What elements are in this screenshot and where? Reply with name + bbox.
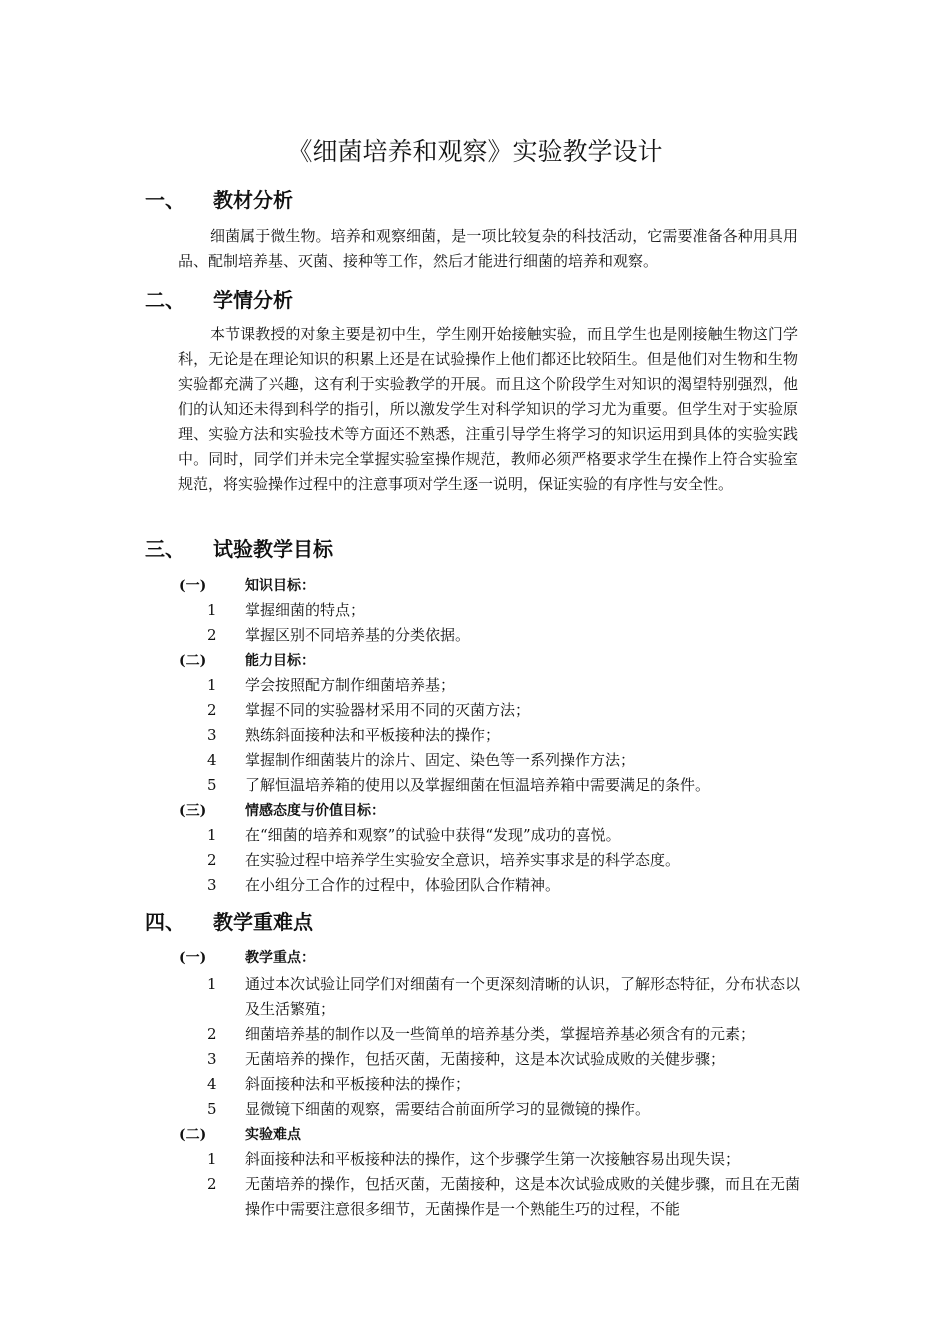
subsection-heading: [179, 800, 385, 822]
subsection-number: (一): [179, 950, 207, 966]
list-item: [207, 848, 807, 873]
list-item-number: 1: [207, 601, 217, 619]
list-item-text: 在“细菌的培养和观察”的试验中获得“发现”成功的喜悦。: [245, 826, 621, 844]
list-item-text: 了解恒温培养箱的使用以及掌握细菌在恒温培养箱中需要满足的条件。: [245, 776, 711, 794]
section-heading-4: [145, 907, 313, 937]
list-item: [207, 598, 807, 623]
subsection-title: 情感态度与价值目标：: [245, 803, 385, 819]
list-item-text: 细菌培养基的制作以及一些简单的培养基分类，掌握培养基必须含有的元素；: [245, 1025, 756, 1043]
list-item-number: 3: [207, 876, 217, 894]
list-item: [207, 1097, 807, 1122]
list-item: [207, 1147, 807, 1172]
section-heading-1: [145, 185, 293, 215]
list-item: [207, 972, 807, 1022]
list-item-text: 显微镜下细菌的观察，需要结合前面所学习的显微镜的操作。: [245, 1100, 651, 1118]
subsection-heading: [179, 650, 315, 672]
subsection-number: (二): [179, 653, 207, 669]
list-item: [207, 773, 807, 798]
list-item-number: 3: [207, 726, 217, 744]
list-item-number: 1: [207, 676, 217, 694]
list-item-text: 学会按照配方制作细菌培养基；: [245, 676, 456, 694]
list-item-number: 2: [207, 701, 217, 719]
list-item-text: 斜面接种法和平板接种法的操作；: [245, 1075, 471, 1093]
list-item-number: 2: [207, 626, 217, 644]
list-item-number: 5: [207, 776, 217, 794]
section-number: 四、: [145, 910, 185, 934]
section-number: 一、: [145, 188, 185, 212]
list-item: [207, 1172, 807, 1222]
list-item-number: 4: [207, 751, 217, 769]
section-heading-2: [145, 285, 293, 315]
section-paragraph: 本节课教授的对象主要是初中生，学生刚开始接触实验，而且学生也是刚接触生物这门学科，无论是在理论知识的积累上还是在试验操作上他们都还比较陌生。但是他们对生物和生物实验都充满了兴趣，这有利于实验教学的开展。而且这个阶段学生对知识的渴望特别强烈，他们的认知还未得到科学的指引，所以激发学生对科学知识的学习尤为重要。但学生对于实验原理、实验方法和实验技术等方面还不熟悉，注重引导学生将学习的知识运用到具体的实验实践中。同时，同学们并未完全掌握实验室操作规范，教师必须严格要求学生在操作上符合实验室规范，将实验操作过程中的注意事项对学生逐一说明，保证实验的有序性与安全性。: [178, 325, 798, 493]
subsection-heading: [179, 947, 315, 969]
list-item: [207, 748, 807, 773]
list-item-text: 熟练斜面接种法和平板接种法的操作；: [245, 726, 501, 744]
list-item-text: 无菌培养的操作，包括灭菌，无菌接种，这是本次试验成败的关健步骤，而且在无菌操作中需要注意很多细节，无菌操作是一个熟能生巧的过程，不能: [245, 1175, 801, 1218]
list-item-number: 3: [207, 1050, 217, 1068]
subsection-heading: [179, 1124, 301, 1146]
section-heading-3: [145, 534, 333, 564]
list-item: [207, 1022, 807, 1047]
section-title: 教材分析: [213, 188, 293, 212]
list-item-number: 4: [207, 1075, 217, 1093]
list-item-text: 掌握制作细菌装片的涂片、固定、染色等一系列操作方法；: [245, 751, 636, 769]
list-item: [207, 698, 807, 723]
list-item: [207, 823, 807, 848]
list-item-number: 5: [207, 1100, 217, 1118]
list-item-text: 掌握不同的实验器材采用不同的灭菌方法；: [245, 701, 531, 719]
list-item: [207, 723, 807, 748]
subsection-number: (二): [179, 1127, 207, 1143]
list-item-number: 1: [207, 975, 217, 993]
section-title: 教学重难点: [213, 910, 313, 934]
list-item-number: 2: [207, 851, 217, 869]
section-paragraph: 细菌属于微生物。培养和观察细菌，是一项比较复杂的科技活动，它需要准备各种用具用品、配制培养基、灭菌、接种等工作，然后才能进行细菌的培养和观察。: [178, 227, 798, 270]
subsection-heading: [179, 575, 315, 597]
list-item: [207, 873, 807, 898]
section-number: 三、: [145, 537, 185, 561]
page-title: 《细菌培养和观察》实验教学设计: [287, 137, 663, 166]
list-item-text: 在实验过程中培养学生实验安全意识，培养实事求是的科学态度。: [245, 851, 681, 869]
list-item-text: 无菌培养的操作，包括灭菌，无菌接种，这是本次试验成败的关健步骤；: [245, 1050, 726, 1068]
list-item: [207, 673, 807, 698]
subsection-title: 实验难点: [245, 1127, 301, 1143]
subsection-number: (一): [179, 578, 207, 594]
list-item: [207, 623, 807, 648]
list-item-text: 掌握区别不同培养基的分类依据。: [245, 626, 471, 644]
list-item-number: 2: [207, 1175, 217, 1193]
subsection-title: 知识目标：: [245, 578, 315, 594]
list-item-number: 1: [207, 1150, 217, 1168]
list-item-text: 斜面接种法和平板接种法的操作，这个步骤学生第一次接触容易出现失误；: [245, 1150, 741, 1168]
list-item-number: 1: [207, 826, 217, 844]
list-item-number: 2: [207, 1025, 217, 1043]
subsection-title: 教学重点：: [245, 950, 315, 966]
section-number: 二、: [145, 288, 185, 312]
list-item-text: 通过本次试验让同学们对细菌有一个更深刻清晰的认识，了解形态特征，分布状态以及生活繁殖；: [245, 975, 801, 1018]
section-title: 学情分析: [213, 288, 293, 312]
list-item-text: 掌握细菌的特点；: [245, 601, 366, 619]
subsection-title: 能力目标：: [245, 653, 315, 669]
list-item: [207, 1047, 807, 1072]
subsection-number: (三): [179, 803, 207, 819]
list-item-text: 在小组分工合作的过程中，体验团队合作精神。: [245, 876, 561, 894]
list-item: [207, 1072, 807, 1097]
section-title: 试验教学目标: [213, 537, 333, 561]
